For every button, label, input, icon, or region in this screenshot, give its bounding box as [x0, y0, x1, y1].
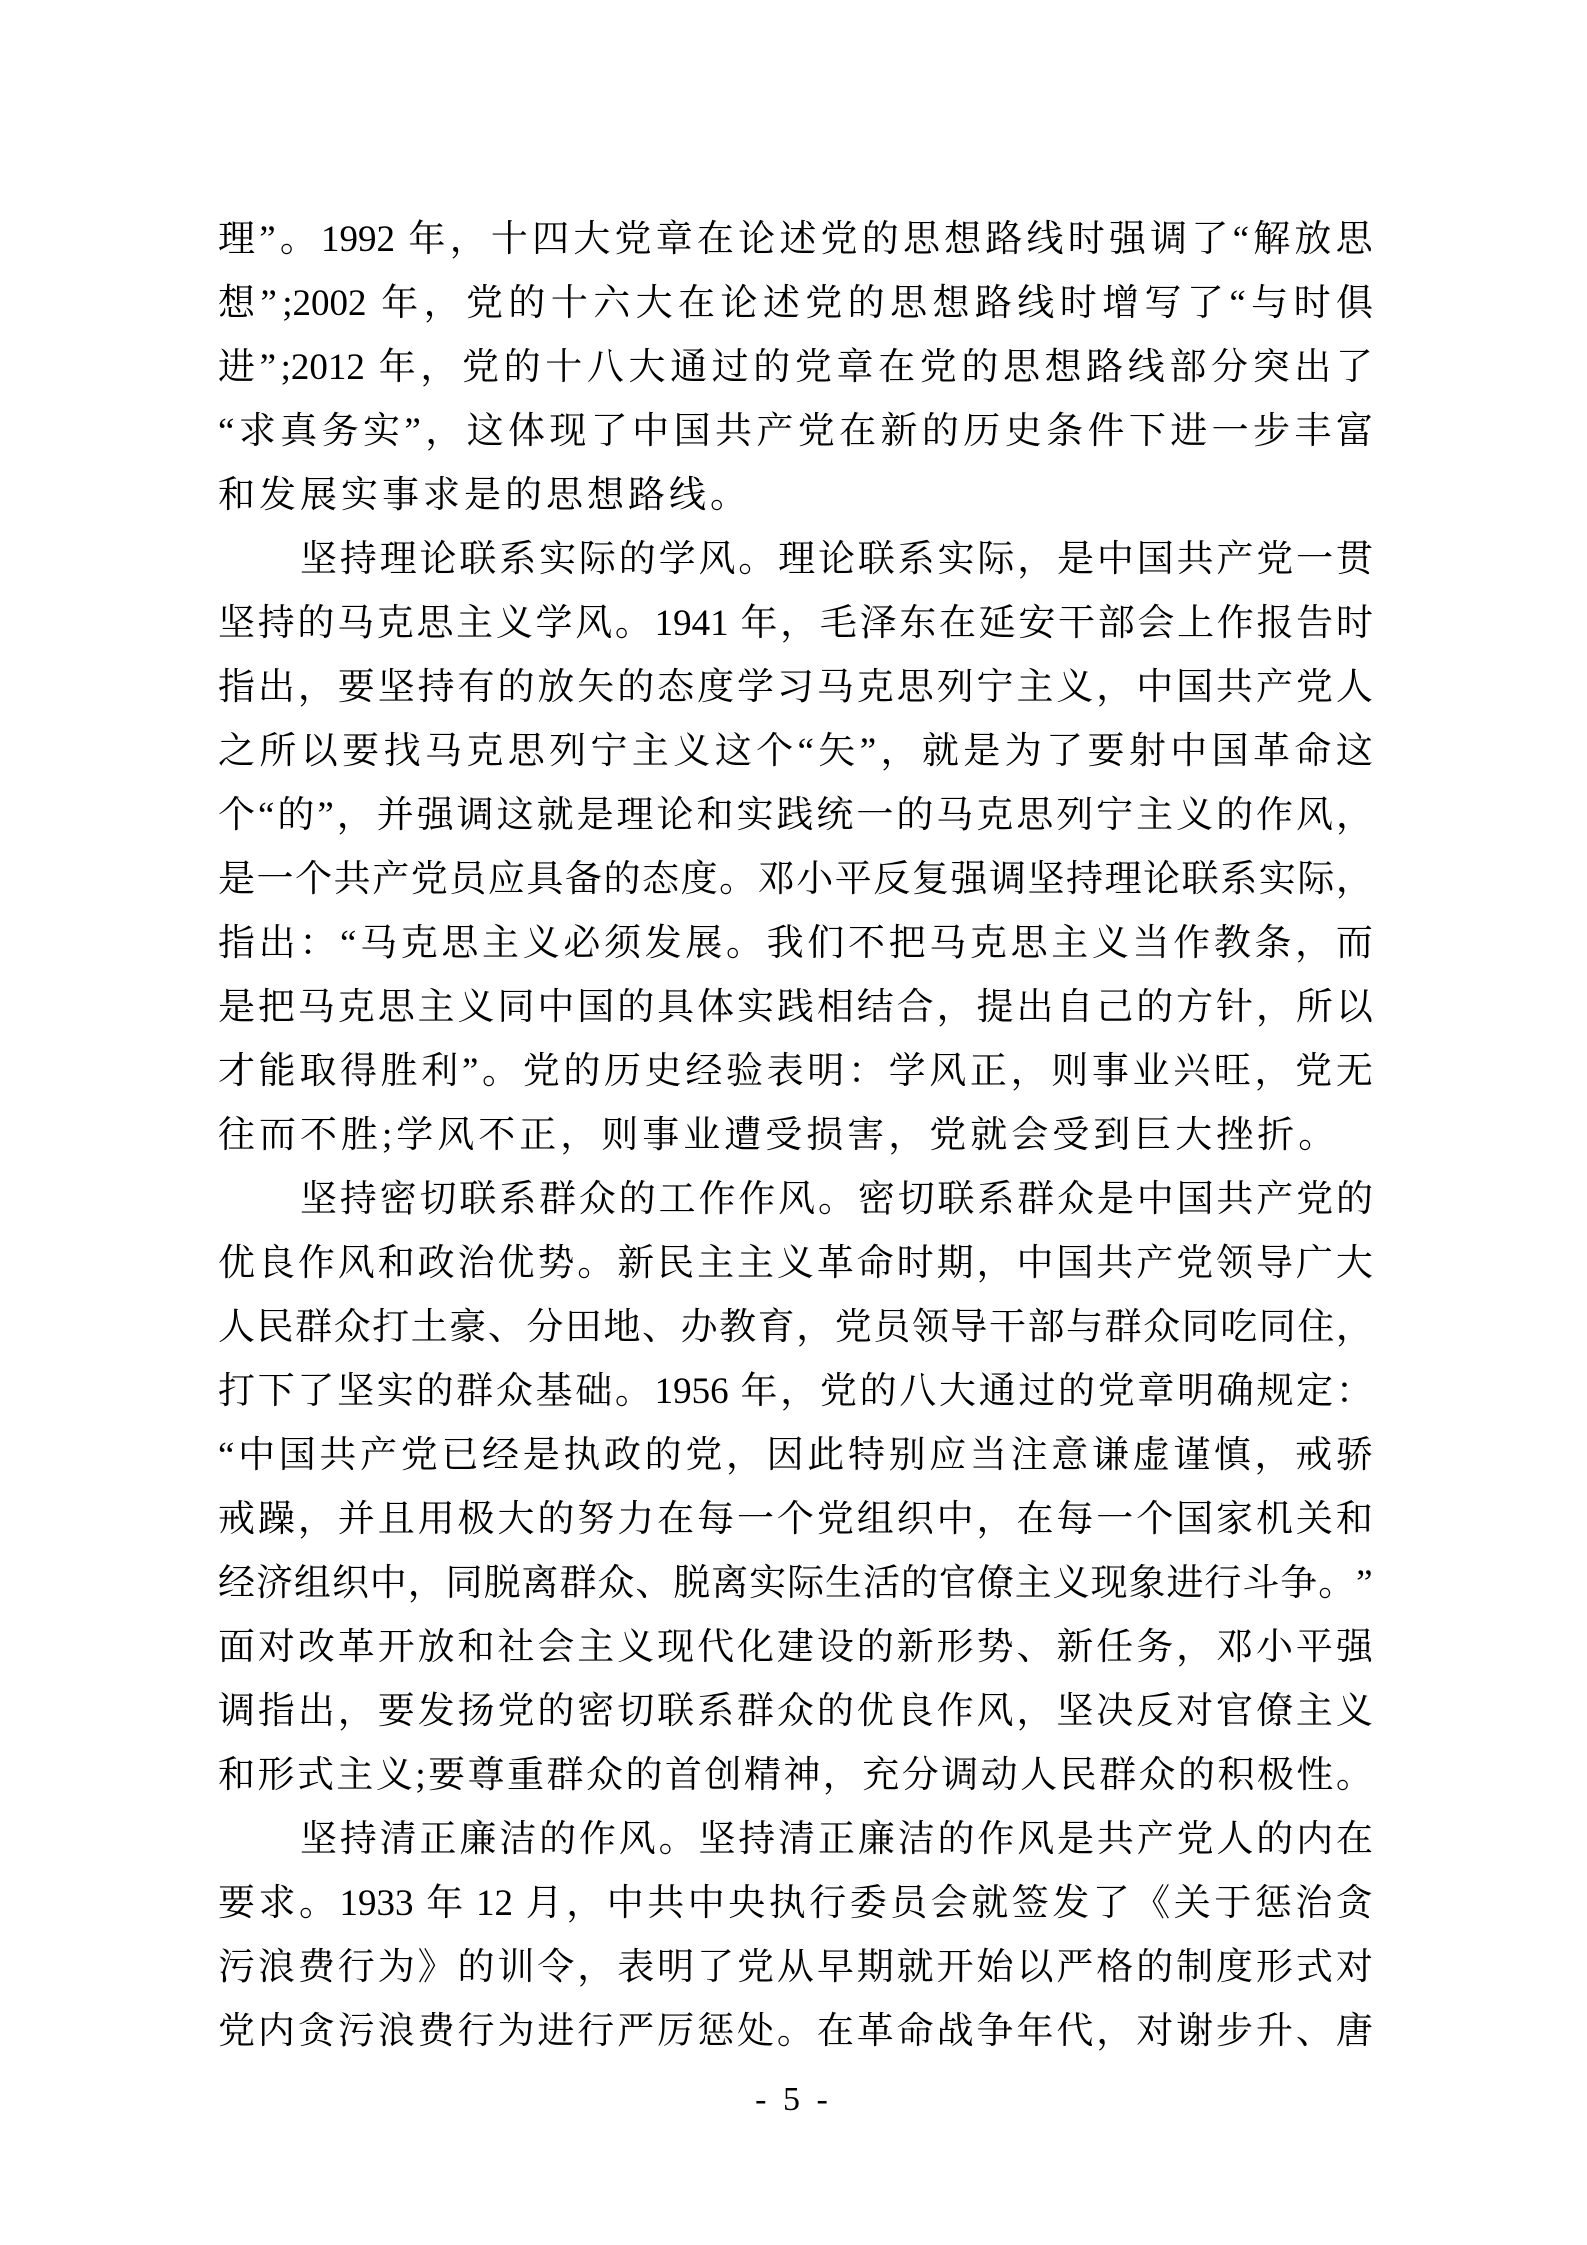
text-line: 是 把 马 克 思 主 义 同 中 国 的 具 体 实 践 相 结 合 ， 提 出 自 己 的 方 针 ， 所 以 — [218, 987, 1373, 1028]
text-line: 是 一 个 共 产 党 员 应 具 备 的 态 度 。 邓 小 平 反 复 强 调 坚 持 理 论 联 系 实 际 ， — [218, 859, 1373, 900]
document-text-block — [218, 208, 1373, 2064]
text-line: 人 民 群 众 打 土 豪 、 分 田 地 、 办 教 育 ， 党 员 领 导 干 部 与 群 众 同 吃 同 住 ， — [218, 1307, 1373, 1348]
text-line: 污 浪 费 行 为 》 的 训 令 ， 表 明 了 党 从 早 期 就 开 始 以 严 格 的 制 度 形 式 对 — [218, 1947, 1373, 1988]
text-line: 调 指 出 ， 要 发 扬 党 的 密 切 联 系 群 众 的 优 良 作 风 ， 坚 决 反 对 官 僚 主 义 — [218, 1691, 1373, 1732]
text-line: “ 求 真 务 实 ” ， 这 体 现 了 中 国 共 产 党 在 新 的 历 史 条 件 下 进 一 步 丰 富 — [218, 411, 1373, 452]
text-line: 党 内 贪 污 浪 费 行 为 进 行 严 厉 惩 处 。 在 革 命 战 争 年 代 ， 对 谢 步 升 、 唐 — [218, 2011, 1373, 2052]
text-line: “ 中 国 共 产 党 已 经 是 执 政 的 党 ， 因 此 特 别 应 当 注 意 谦 虚 谨 慎 ， 戒 骄 — [218, 1435, 1373, 1476]
text-line: 优 良 作 风 和 政 治 优 势 。 新 民 主 主 义 革 命 时 期 ， 中 国 共 产 党 领 导 广 大 — [218, 1243, 1373, 1284]
text-line: 坚 持 的 马 克 思 主 义 学 风 。 1941 年 ， 毛 泽 东 在 延 安 干 部 会 上 作 报 告 时 — [218, 603, 1373, 644]
text-line: 往 而 不 胜 ; 学 风 不 正 ， 则 事 业 遭 受 损 害 ， 党 就 会 受 到 巨 大 挫 折 。 — [218, 1115, 1336, 1156]
text-line: 之 所 以 要 找 马 克 思 列 宁 主 义 这 个 “ 矢 ” ， 就 是 为 了 要 射 中 国 革 命 这 — [218, 731, 1373, 772]
text-line: 理 ” 。 1992 年 ， 十 四 大 党 章 在 论 述 党 的 思 想 路 线 时 强 调 了 “ 解 放 思 — [218, 219, 1373, 260]
text-line: 经 济 组 织 中 ， 同 脱 离 群 众 、 脱 离 实 际 生 活 的 官 僚 主 义 现 象 进 行 斗 争 。 ” — [218, 1563, 1373, 1604]
page-number: - 5 - — [755, 2081, 832, 2118]
text-line: 和 发 展 实 事 求 是 的 思 想 路 线 。 — [218, 475, 747, 516]
text-line: 才 能 取 得 胜 利 ” 。 党 的 历 史 经 验 表 明 ： 学 风 正 ， 则 事 业 兴 旺 ， 党 无 — [218, 1051, 1373, 1092]
text-line: 要 求 。 1933 年 12 月 ， 中 共 中 央 执 行 委 员 会 就 签 发 了 《 关 于 惩 治 贪 — [218, 1883, 1373, 1924]
text-line: 戒 躁 ， 并 且 用 极 大 的 努 力 在 每 一 个 党 组 织 中 ， 在 每 一 个 国 家 机 关 和 — [218, 1499, 1373, 1540]
text-line: 进 ” ;2012 年 ， 党 的 十 八 大 通 过 的 党 章 在 党 的 思 想 路 线 部 分 突 出 了 — [218, 347, 1373, 388]
text-line: 个 “ 的 ” ， 并 强 调 这 就 是 理 论 和 实 践 统 一 的 马 克 思 列 宁 主 义 的 作 风 ， — [218, 795, 1373, 836]
text-line: 指 出 ： “ 马 克 思 主 义 必 须 发 展 。 我 们 不 把 马 克 思 主 义 当 作 教 条 ， 而 — [218, 923, 1373, 964]
text-line: 面 对 改 革 开 放 和 社 会 主 义 现 代 化 建 设 的 新 形 势 、 新 任 务 ， 邓 小 平 强 — [218, 1627, 1373, 1668]
text-line: 指 出 ， 要 坚 持 有 的 放 矢 的 态 度 学 习 马 克 思 列 宁 主 义 ， 中 国 共 产 党 人 — [218, 667, 1373, 708]
text-line: 打 下 了 坚 实 的 群 众 基 础 。 1956 年 ， 党 的 八 大 通 过 的 党 章 明 确 规 定 ： — [218, 1371, 1373, 1412]
text-line: 坚 持 理 论 联 系 实 际 的 学 风 。 理 论 联 系 实 际 ， 是 中 国 共 产 党 一 贯 — [300, 539, 1373, 580]
text-line: 坚 持 清 正 廉 洁 的 作 风 。 坚 持 清 正 廉 洁 的 作 风 是 共 产 党 人 的 内 在 — [300, 1819, 1373, 1860]
text-line: 想 ” ;2002 年 ， 党 的 十 六 大 在 论 述 党 的 思 想 路 线 时 增 写 了 “ 与 时 俱 — [218, 283, 1373, 324]
text-line: 和 形 式 主 义 ; 要 尊 重 群 众 的 首 创 精 神 ， 充 分 调 动 人 民 群 众 的 积 极 性 。 — [218, 1755, 1373, 1796]
text-line: 坚 持 密 切 联 系 群 众 的 工 作 作 风 。 密 切 联 系 群 众 是 中 国 共 产 党 的 — [300, 1179, 1373, 1220]
